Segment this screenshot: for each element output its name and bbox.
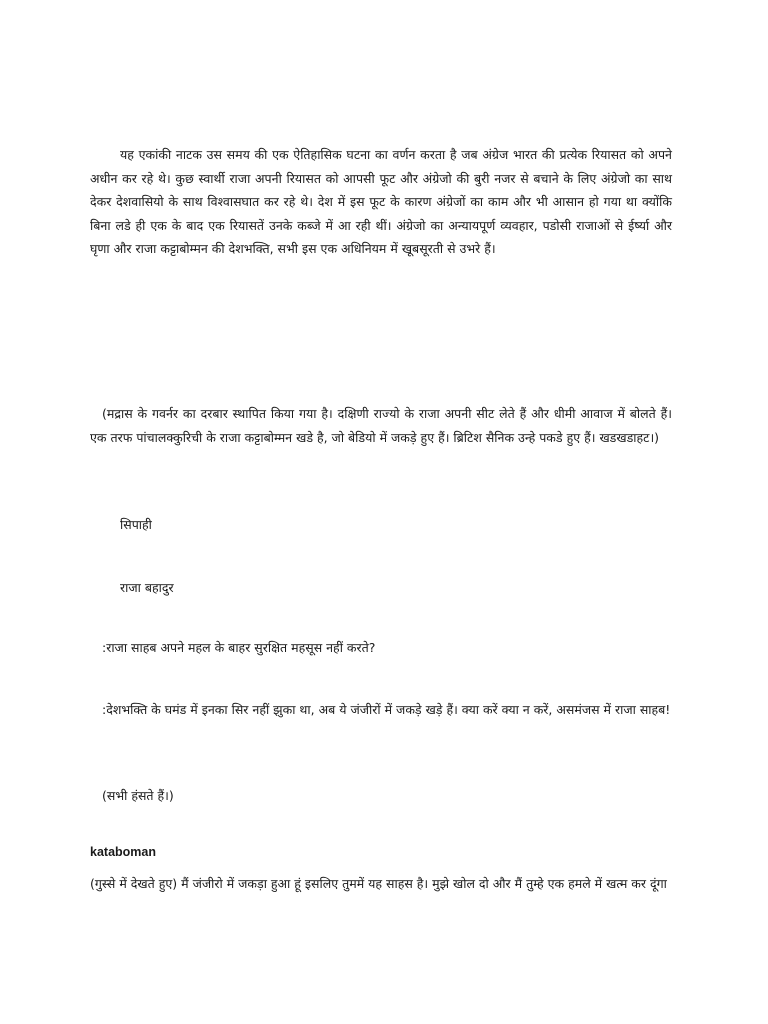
character-name-raja-bahadur: राजा बहादुर xyxy=(120,580,174,595)
character-name-sipahi: सिपाही xyxy=(120,517,152,532)
speaker-dialogue: (गुस्से में देखते हुए) मैं जंजीरो में जकड़ा हुआ हूं इसलिए तुममें यह साहस है। मुझे खोल दो और मैं तुम्हे एक हमले में खत्म कर दूंगा xyxy=(90,876,667,891)
dialogue-line-1: :राजा साहब अपने महल के बाहर सुरक्षित महसूस नहीं करते? xyxy=(102,640,376,655)
laughter-stage-direction: (सभी हंसते हैं।) xyxy=(102,788,174,803)
dialogue-line-2: :देशभक्ति के घमंड में इनका सिर नहीं झुका था, अब ये जंजीरों में जकड़े खड़े हैं। क्या करें क्या न करें, असमंजस में राजा साहब! xyxy=(102,702,671,717)
intro-paragraph: यह एकांकी नाटक उस समय की एक ऐतिहासिक घटना का वर्णन करता है जब अंग्रेज भारत की प्रत्येक रियासत को अपने अधीन कर रहे थे। कुछ स्वार्थी राजा अपनी रियासत को आपसी फूट और अंग्रेजो की बुरी नजर से बचाने के लिए अंग्रेजो का साथ देकर देशवासियो के साथ विश्वासघात कर रहे थे। देश में इस फूट के कारण अंग्रेजों का काम और भी आसान हो गया था क्योंकि बिना लडे ही एक के बाद एक रियासतें उनके कब्जे में आ रही थीं। अंग्रेजो का अन्यायपूर्ण व्यवहार, पडोसी राजाओं से ईर्ष्या और घृणा और राजा कट्टाबोम्मन की देशभक्ति, सभी इस एक अधिनियम में खूबसूरती से उभरे हैं। xyxy=(90,147,672,256)
speaker-name: kataboman xyxy=(90,845,156,859)
stage-direction: (मद्रास के गवर्नर का दरबार स्थापित किया गया है। दक्षिणी राज्यो के राजा अपनी सीट लेते हैं और धीमी आवाज में बोलते हैं। एक तरफ पांचालक्कुरिची के राजा कट्टाबोम्मन खडे है, जो बेडियो में जकड़े हुए हैं। ब्रिटिश सैनिक उन्हे पकडे हुए हैं। खडखडाहट।) xyxy=(90,406,672,445)
